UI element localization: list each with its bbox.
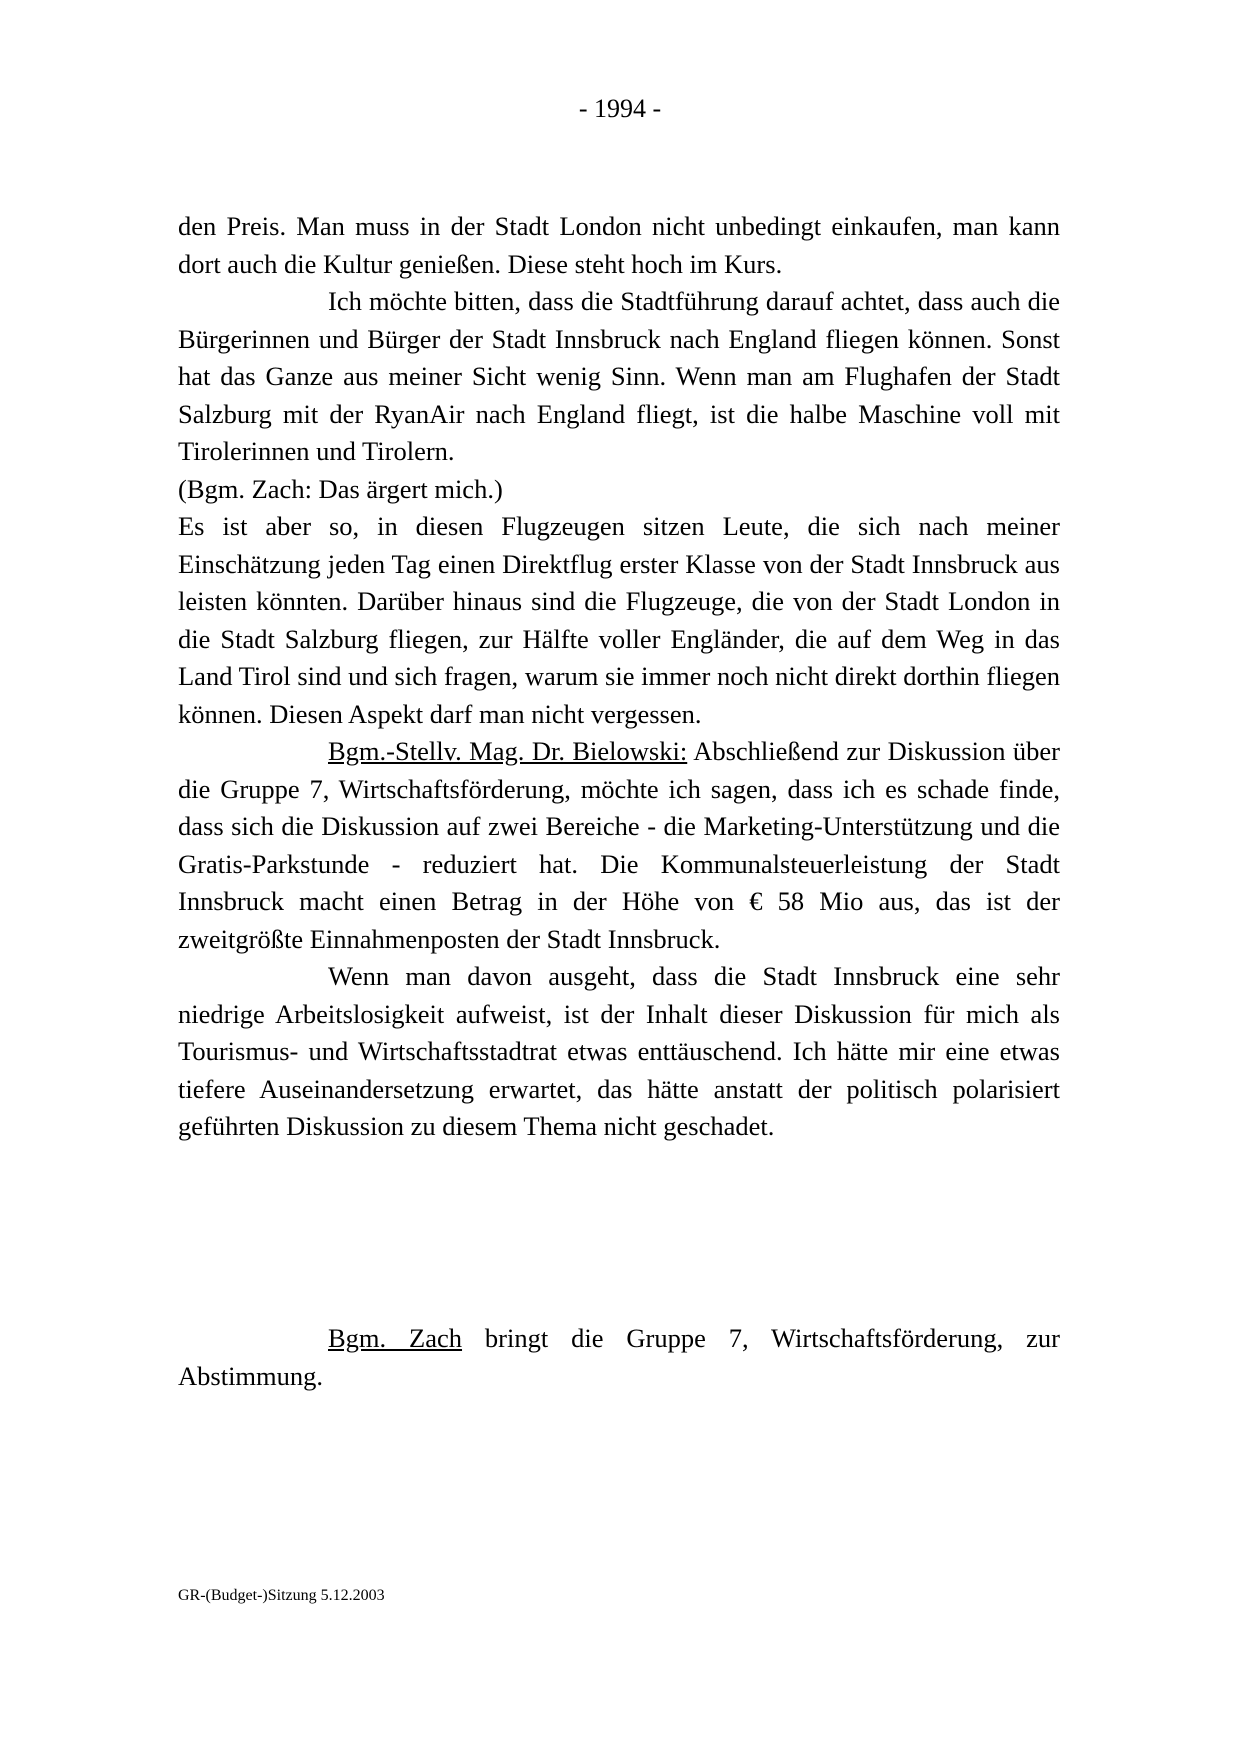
paragraph-conclusion: Wenn man davon ausgeht, dass die Stadt Innsbruck eine sehr niedrige Arbeitslosigkeit aufweist, ist der Inhalt dieser Diskussion für mich als Tourismus- und Wirtschaftsstadtrat etwas enttäuschend. Ich hätte mir eine etwas tiefere Auseinandersetzung erwartet, das hätte anstatt der politisch polarisiert geführten Diskussion zu diesem Thema nicht geschadet. <box>178 961 1060 1141</box>
paragraph-bielowski <box>178 733 1060 958</box>
speech-text: Abschließend zur Diskussion über die Gruppe 7, Wirtschaftsförderung, möchte ich sagen, dass ich es schade finde, dass sich die Diskussion auf zwei Bereiche - die Marketing-Unterstützung und die Gratis-Parkstunde - reduziert hat. Die Kommunalsteuerleistung der Stadt Innsbruck macht einen Betrag in der Höhe von € 58 Mio aus, das ist der zweitgrößte Einnahmenposten der Stadt Innsbruck. <box>178 736 1060 954</box>
interjection: (Bgm. Zach: Das ärgert mich.) <box>178 473 503 504</box>
page-footer: GR-(Budget-)Sitzung 5.12.2003 <box>178 1587 385 1604</box>
page-number: - 1994 - <box>578 94 662 123</box>
speaker-name: Bgm.-Stellv. Mag. Dr. Bielowski: <box>328 736 688 766</box>
main-text <box>178 208 1060 1146</box>
vote-text <box>178 1320 1060 1395</box>
speaker-name: Bgm. Zach <box>328 1323 463 1353</box>
paragraph-vote <box>178 1320 1060 1395</box>
vote-statement: bringt die Gruppe 7, Wirtschaftsförderung, zur Abstimmung. <box>178 1323 1060 1391</box>
paragraph-continuation: den Preis. Man muss in der Stadt London nicht unbedingt einkaufen, man kann dort auch die Kultur genießen. Diese steht hoch im Kurs. <box>178 211 1060 279</box>
paragraph-flights: Es ist aber so, in diesen Flugzeugen sitzen Leute, die sich nach meiner Einschätzung jeden Tag einen Direktflug erster Klasse von der Stadt Innsbruck aus leisten könnten. Darüber hinaus sind die Flugzeuge, die von der Stadt London in die Stadt Salzburg fliegen, zur Hälfte voller Engländer, die auf dem Weg in das Land Tirol sind und sich fragen, warum sie immer noch nicht direkt dorthin fliegen können. Diesen Aspekt darf man nicht vergessen. <box>178 511 1060 729</box>
paragraph-request: Ich möchte bitten, dass die Stadtführung darauf achtet, dass auch die Bürgerinnen und Bürger der Stadt Innsbruck nach England fliegen können. Sonst hat das Ganze aus meiner Sicht wenig Sinn. Wenn man am Flughafen der Stadt Salzburg mit der RyanAir nach England fliegt, ist die halbe Maschine voll mit Tirolerinnen und Tirolern. <box>178 286 1060 466</box>
